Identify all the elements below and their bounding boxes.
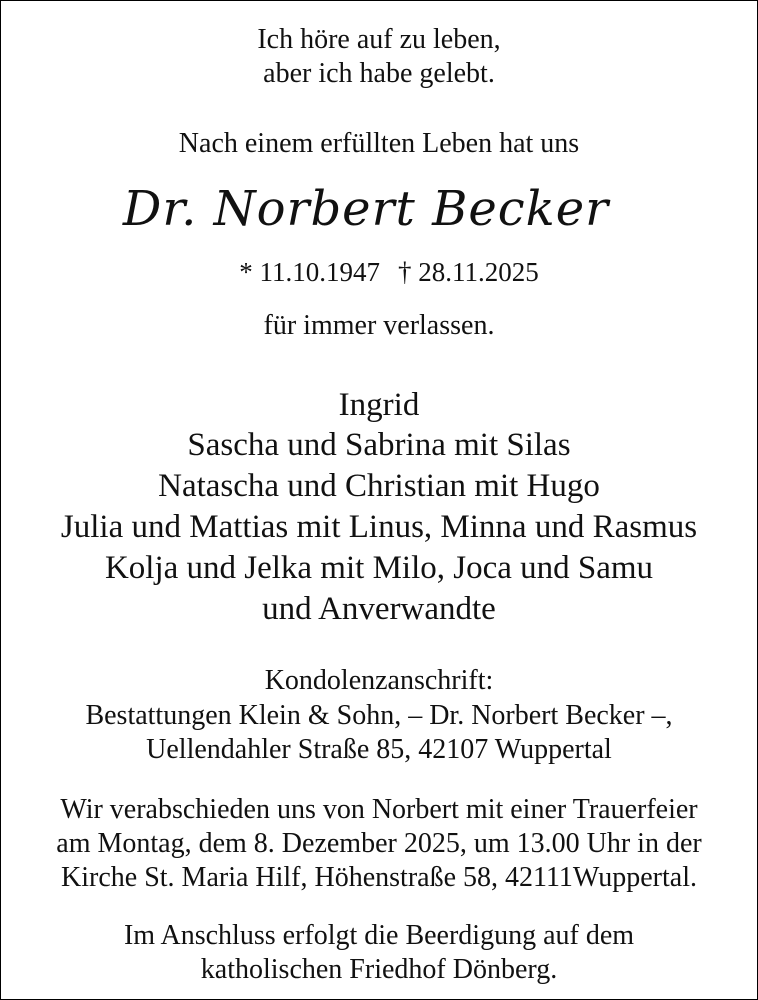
- outro-text: für immer verlassen.: [263, 310, 495, 341]
- mourner-line: Julia und Mattias mit Linus, Minna und Rasmus: [60, 509, 698, 545]
- intro-text: Nach einem erfüllten Leben hat uns: [178, 128, 580, 159]
- burial-line: katholischen Friedhof Dönberg.: [200, 954, 558, 985]
- mourner-line: Kolja und Jelka mit Milo, Joca und Samu: [104, 550, 654, 586]
- life-dates: [1, 255, 757, 289]
- ceremony-line: Kirche St. Maria Hilf, Höhenstraße 58, 42111Wuppertal.: [61, 862, 697, 893]
- ceremony-line: am Montag, dem 8. Dezember 2025, um 13.00 Uhr in der: [56, 828, 702, 859]
- death-date: † 28.11.2025: [398, 257, 539, 287]
- condolence-line-1: Bestattungen Klein & Sohn, – Dr. Norbert Becker –,: [85, 700, 673, 731]
- condolence-line-2: Uellendahler Straße 85, 42107 Wuppertal: [146, 734, 612, 765]
- mourner-line: und Anverwandte: [262, 591, 496, 627]
- mourner-line: Ingrid: [338, 387, 420, 423]
- burial-line: Im Anschluss erfolgt die Beerdigung auf dem: [123, 920, 635, 951]
- motto-line-1: Ich höre auf zu leben,: [257, 24, 501, 55]
- mourner-line: Natascha und Christian mit Hugo: [158, 468, 600, 504]
- deceased-name: Dr. Norbert Becker: [122, 181, 610, 237]
- motto-line-2: aber ich habe gelebt.: [263, 58, 495, 89]
- mourner-line: Sascha und Sabrina mit Silas: [187, 427, 571, 463]
- birth-date: * 11.10.1947: [239, 257, 380, 287]
- condolence-label: Kondolenzanschrift:: [264, 665, 494, 696]
- ceremony-line: Wir verabschieden uns von Norbert mit einer Trauerfeier: [60, 794, 698, 825]
